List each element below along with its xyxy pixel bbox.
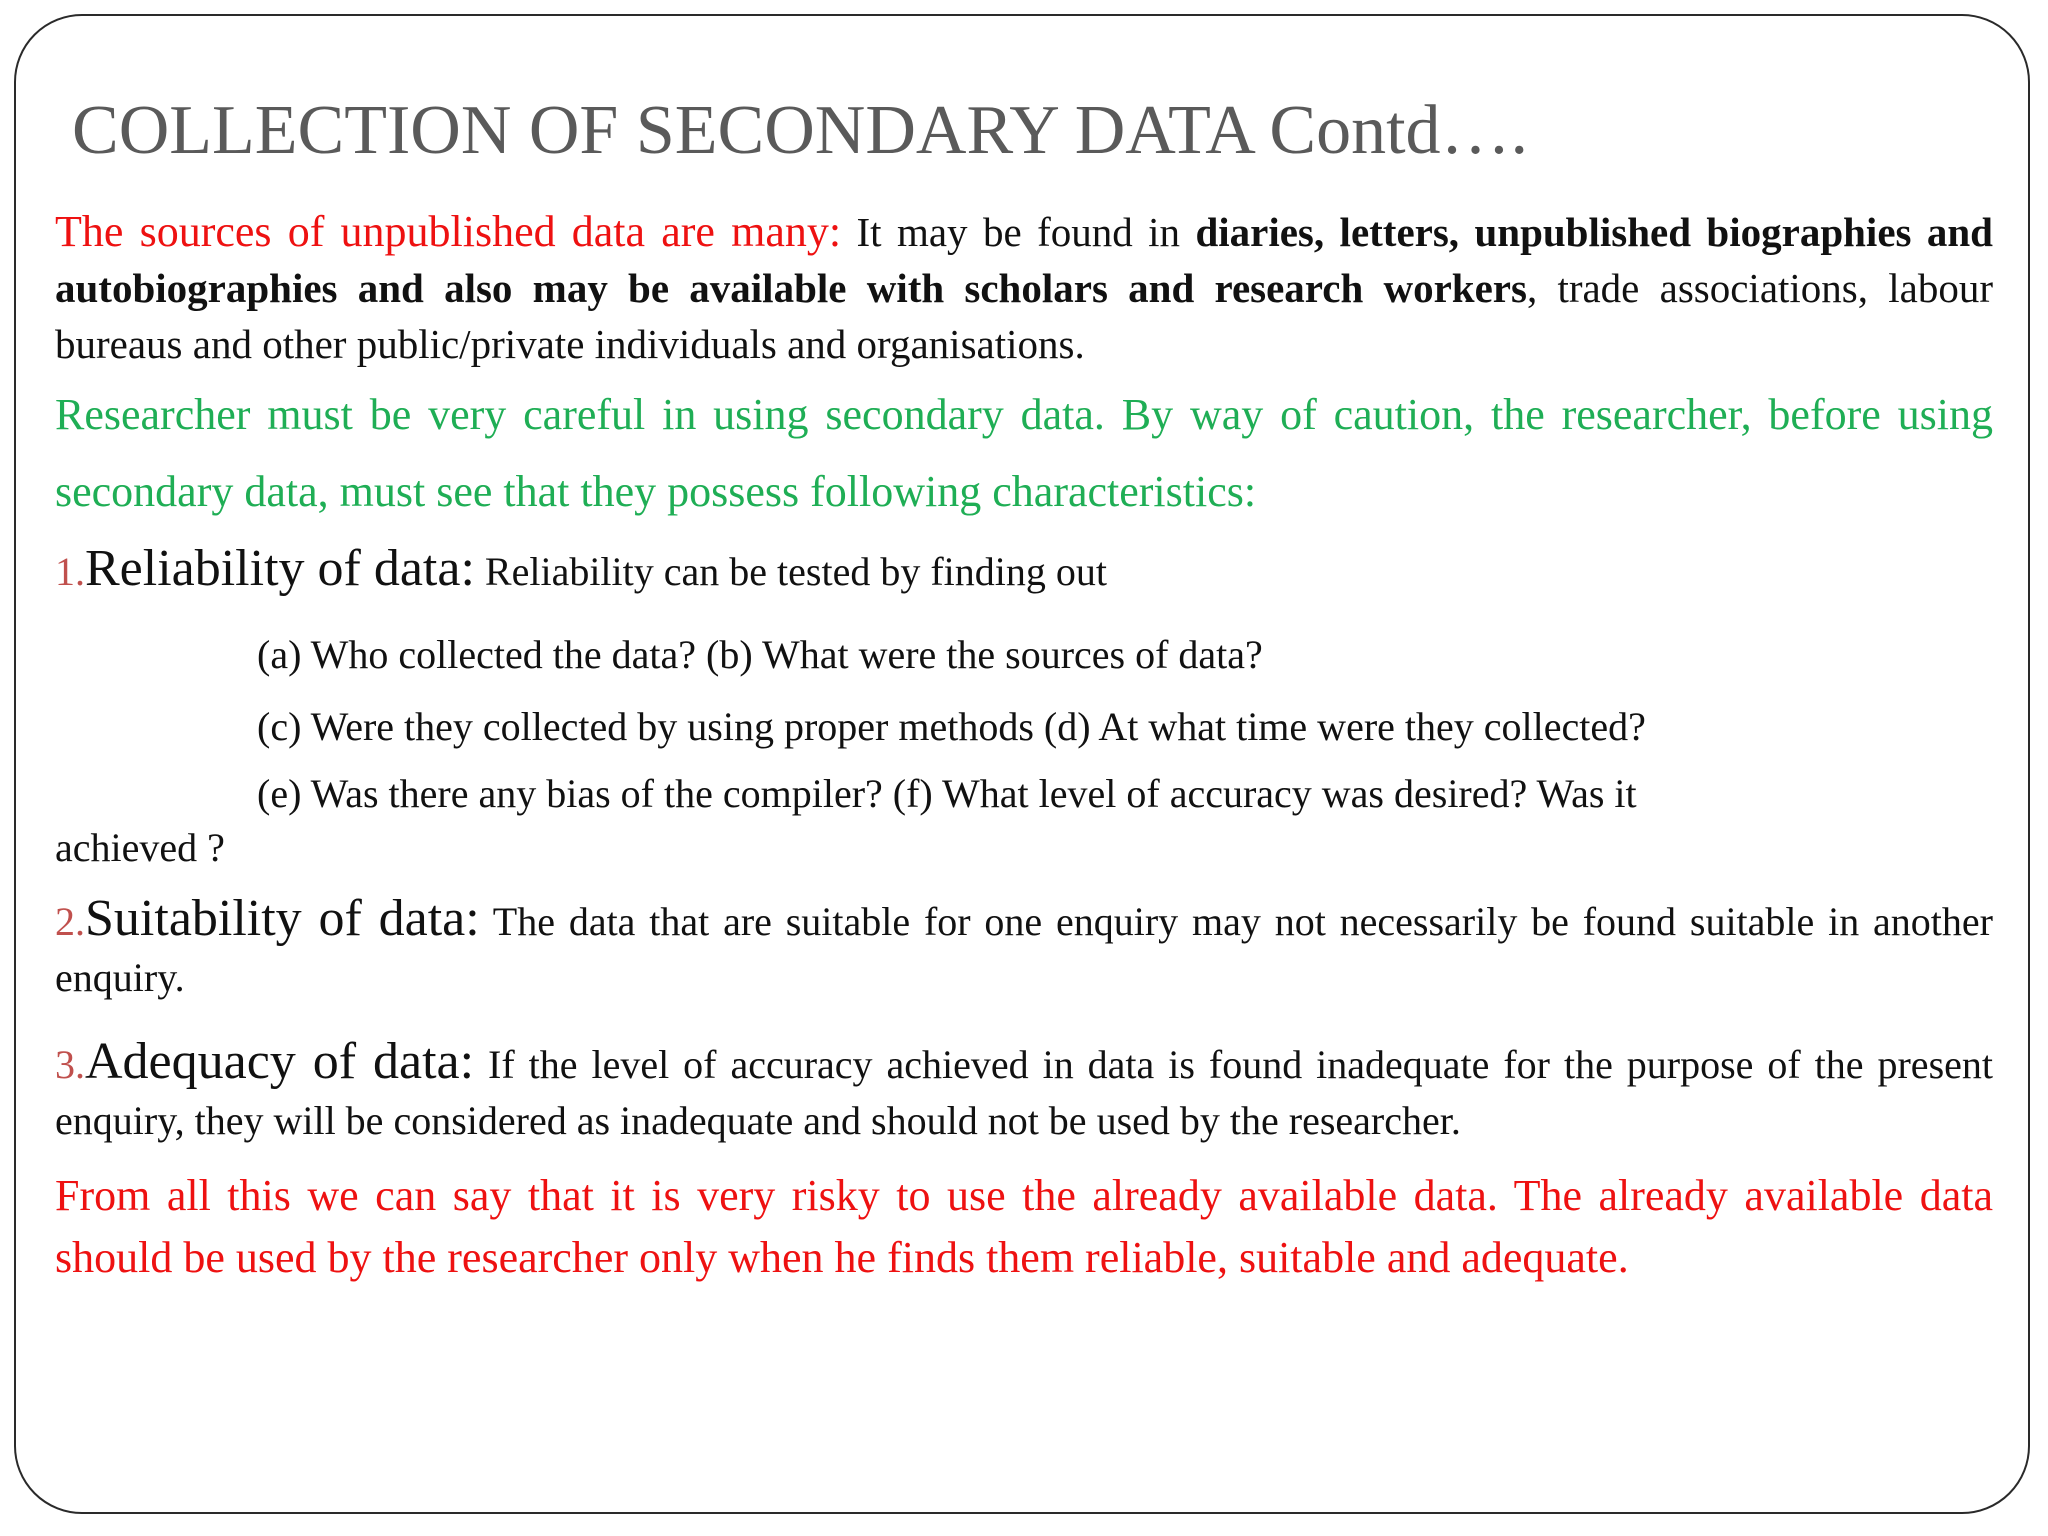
adequacy-heading: Adequacy of data:	[85, 1033, 475, 1090]
unpublished-sources-list: diaries, letters, unpublished biographies and autobiographies and also may be available with scholars and research workers	[55, 209, 1993, 311]
unpublished-sources-more: , trade associations, labour bureaus and other public/private individuals and organisations.	[55, 265, 1993, 367]
caution-paragraph: Researcher must be very careful in using secondary data. By way of caution, the researcher, before using secondary data, must see that they possess following characteristics:	[55, 390, 1993, 516]
conclusion-paragraph: From all this we can say that it is very risky to use the already available data. The already available data should be used by the researcher only when he finds them reliable, suitable and adequate.	[55, 1171, 1993, 1282]
suitability-heading: Suitability of data:	[85, 890, 480, 947]
adequacy-item	[55, 1034, 1993, 1149]
slide-title: COLLECTION OF SECONDARY DATA Contd….	[72, 92, 1529, 169]
reliability-question-tail: achieved ?	[55, 825, 225, 870]
unpublished-sources-paragraph	[55, 204, 1993, 372]
suitability-item	[55, 891, 1993, 1006]
unpublished-sources-text: It may be found in	[841, 209, 1196, 255]
reliability-question-line: (c) Were they collected by using proper methods (d) At what time were they collected?	[257, 704, 1646, 749]
adequacy-number: 3.	[55, 1042, 85, 1087]
reliability-question-text: (e) Was there any bias of the compiler? (f) What level of accuracy was desired? Was it	[257, 771, 1637, 816]
reliability-question-line	[55, 767, 1993, 875]
reliability-heading: Reliability of data:	[85, 540, 475, 597]
reliability-item	[55, 534, 1993, 607]
reliability-number: 1.	[55, 549, 85, 594]
reliability-text: Reliability can be tested by finding out	[474, 549, 1107, 594]
unpublished-sources-lead: The sources of unpublished data are many:	[55, 207, 842, 256]
suitability-text: The data that are suitable for one enquiry may not necessarily be found suitable in another enquiry.	[55, 899, 1993, 1000]
adequacy-text: If the level of accuracy achieved in data is found inadequate for the purpose of the present enquiry, they will be considered as inadequate and should not be used by the researcher.	[55, 1042, 1993, 1143]
suitability-number: 2.	[55, 899, 85, 944]
slide-body	[55, 204, 1993, 1289]
reliability-question-line: (a) Who collected the data? (b) What were the sources of data?	[257, 632, 1263, 677]
